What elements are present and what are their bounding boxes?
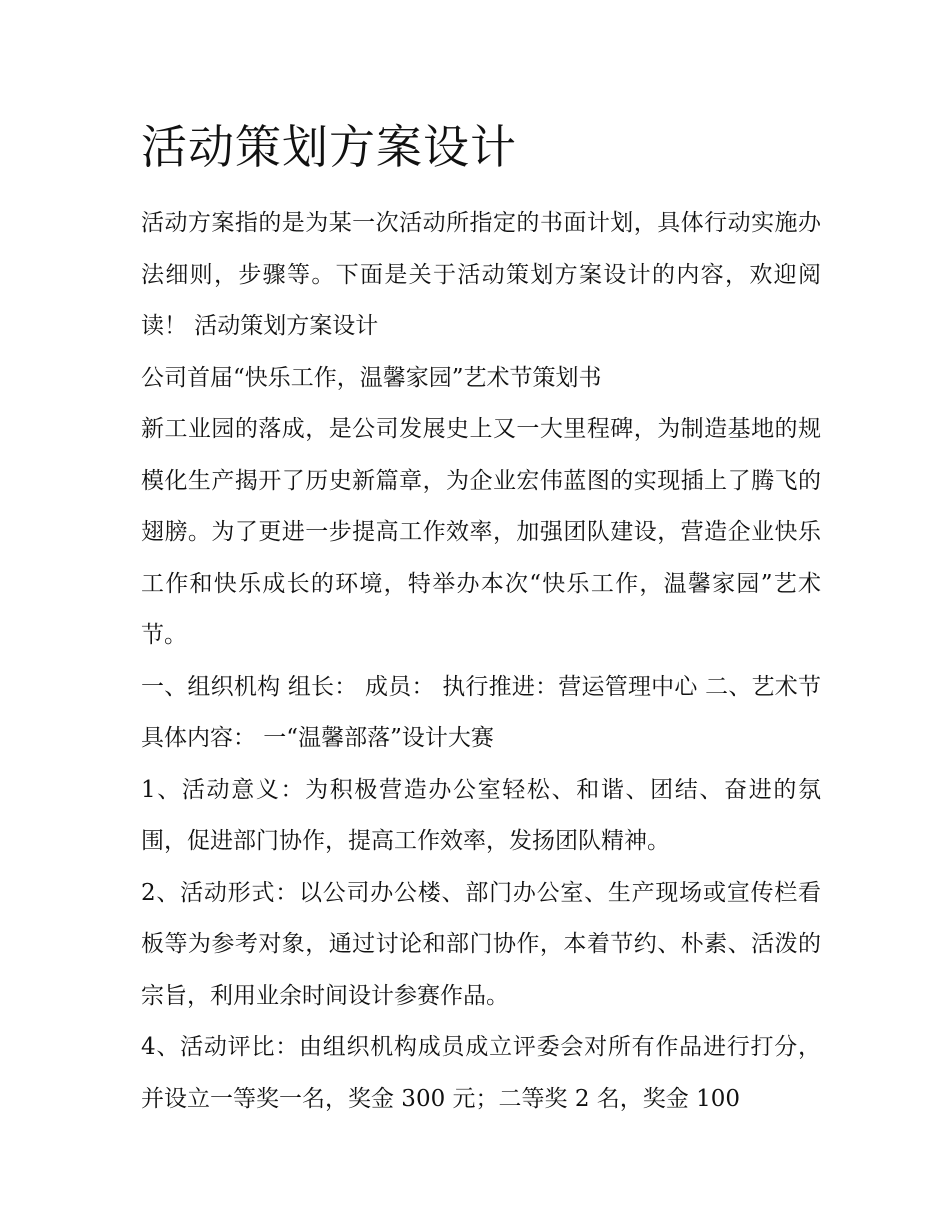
document-title: 活动策划方案设计 — [141, 120, 517, 174]
paragraph-activity-form: 2、活动形式：以公司办公楼、部门办公室、生产现场或宣传栏看板等为参考对象，通过讨论和部门协作，本着节约、朴素、活泼的宗旨，利用业余时间设计参赛作品。 — [141, 879, 821, 1009]
document-page — [141, 112, 821, 1125]
paragraph-intro: 活动方案指的是为某一次活动所指定的书面计划，具体行动实施办法细则，步骤等。下面是关于活动策划方案设计的内容，欢迎阅读！ 活动策划方案设计 — [141, 210, 821, 339]
paragraph-plan-title: 公司首届“快乐工作，温馨家园”艺术节策划书 — [141, 364, 602, 391]
paragraph-activity-meaning: 1、活动意义：为积极营造办公室轻松、和谐、团结、奋进的氛围，促进部门协作，提高工作效率，发扬团队精神。 — [141, 776, 821, 854]
paragraph-activity-evaluation: 4、活动评比：由组织机构成员成立评委会对所有作品进行打分，并设立一等奖一名，奖金 300 元；二等奖 2 名，奖金 100 — [141, 1034, 821, 1112]
paragraph-background: 新工业园的落成，是公司发展史上又一大里程碑，为制造基地的规模化生产揭开了历史新篇章，为企业宏伟蓝图的实现插上了腾飞的翅膀。为了更进一步提高工作效率，加强团队建设，营造企业快乐工作和快乐成长的环境，特举办本次“快乐工作，温馨家园”艺术节。 — [141, 416, 821, 648]
paragraph-organization: 一、组织机构 组长： 成员： 执行推进：营运管理中心 二、艺术节具体内容： 一“温馨部落”设计大赛 — [141, 673, 821, 751]
